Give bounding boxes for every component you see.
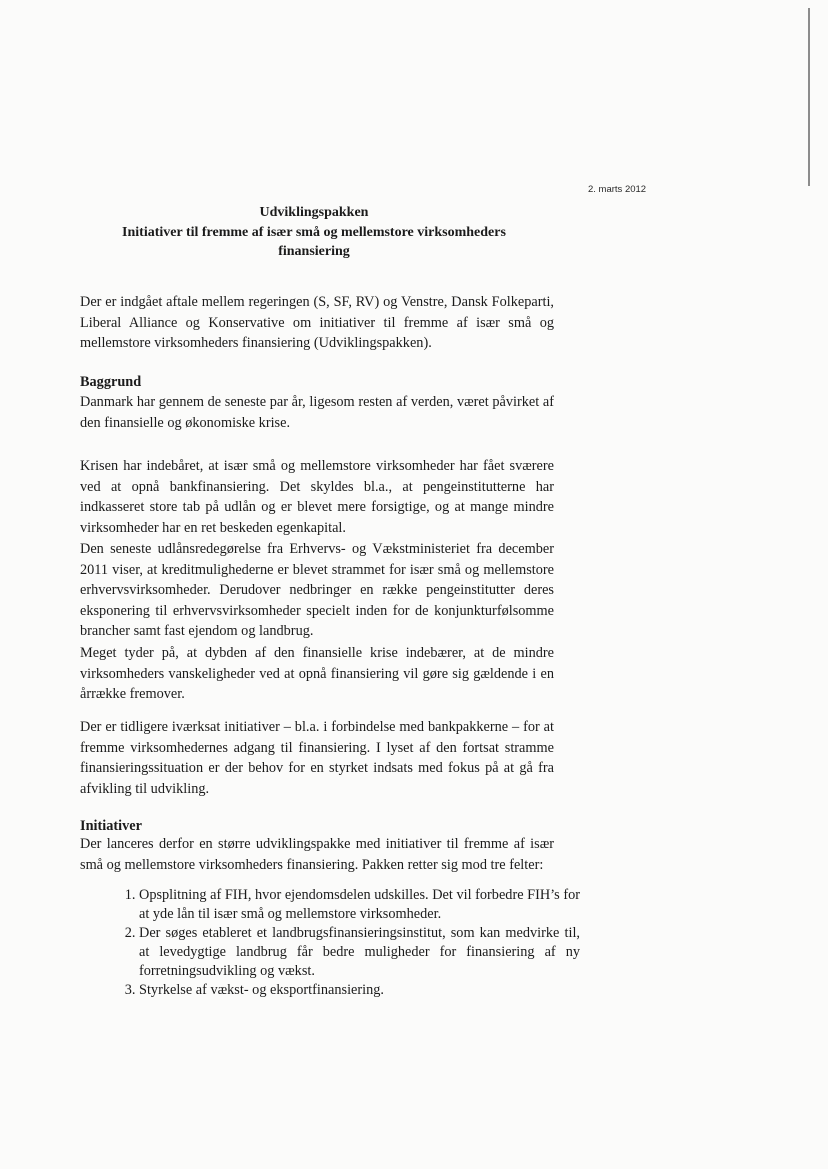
list-item: 3. Styrkelse af vækst- og eksportfinansiering. (139, 981, 580, 1000)
initiatives-list (113, 886, 580, 1000)
background-heading: Baggrund (80, 374, 142, 390)
title-line-1: Udviklingspakken (259, 205, 369, 220)
initiatives-intro: Der lanceres derfor en større udviklingspakke med initiativer til fremme af især små og mellemstore virksomheders finansiering. Pakken retter sig mod tre felter: (80, 836, 554, 873)
initiatives-heading: Initiativer (80, 818, 142, 834)
background-paragraph-1: Danmark har gennem de seneste par år, ligesom resten af verden, været påvirket af den finansielle og økonomiske krise. (80, 394, 554, 431)
title-line-3: finansiering (278, 244, 350, 259)
scan-edge-mark (808, 8, 810, 186)
list-item: 1. Opsplitning af FIH, hvor ejendomsdelen udskilles. Det vil forbedre FIH’s for at yde lån til især små og mellemstore virksomheder. (139, 886, 580, 924)
background-paragraph-2: Krisen har indebåret, at især små og mellemstore virksomheder har fået sværere ved at opnå bankfinansiering. Det skyldes bl.a., at pengeinstitutterne har indkasseret store tab på udlån og er blevet mere forsigtige, og at mange mindre virksomheder har en ret beskeden egenkapital. (80, 458, 554, 536)
background-paragraph-5: Der er tidligere iværksat initiativer – bl.a. i forbindelse med bankpakkerne – for at fremme virksomhedernes adgang til finansiering. I lyset af den fortsat stramme finansieringssituation er der behov for en styrket indsats med fokus på at gå fra afvikling til udvikling. (80, 719, 554, 797)
title-line-2: Initiativer til fremme af især små og mellemstore virksomheders (122, 224, 506, 240)
intro-paragraph: Der er indgået aftale mellem regeringen (S, SF, RV) og Venstre, Dansk Folkeparti, Liberal Alliance og Konservative om initiativer til fremme af især små og mellemstore virksomheders finansiering (Udviklingspakken). (80, 294, 554, 351)
list-item: 2. Der søges etableret et landbrugsfinansieringsinstitut, som kan medvirke til, at levedygtige landbrug får bedre muligheder for finansiering af ny forretningsudvikling og vækst. (139, 924, 580, 981)
background-paragraph-4: Meget tyder på, at dybden af den finansielle krise indebærer, at de mindre virksomheders vanskeligheder ved at opnå finansiering vil gøre sig gældende i en årrække fremover. (80, 645, 554, 702)
document-date: 2. marts 2012 (588, 184, 647, 195)
background-paragraph-3: Den seneste udlånsredegørelse fra Erhvervs- og Vækstministeriet fra december 2011 viser, at kreditmulighederne er blevet strammet for især små og mellemstore erhvervsvirksomheder. Derudover nedbringer en række pengeinstitutter deres eksponering til erhvervsvirksomheder specielt inden for de konjunkturfølsomme brancher samt fast ejendom og landbrug. (80, 541, 554, 639)
document-title (88, 203, 540, 262)
